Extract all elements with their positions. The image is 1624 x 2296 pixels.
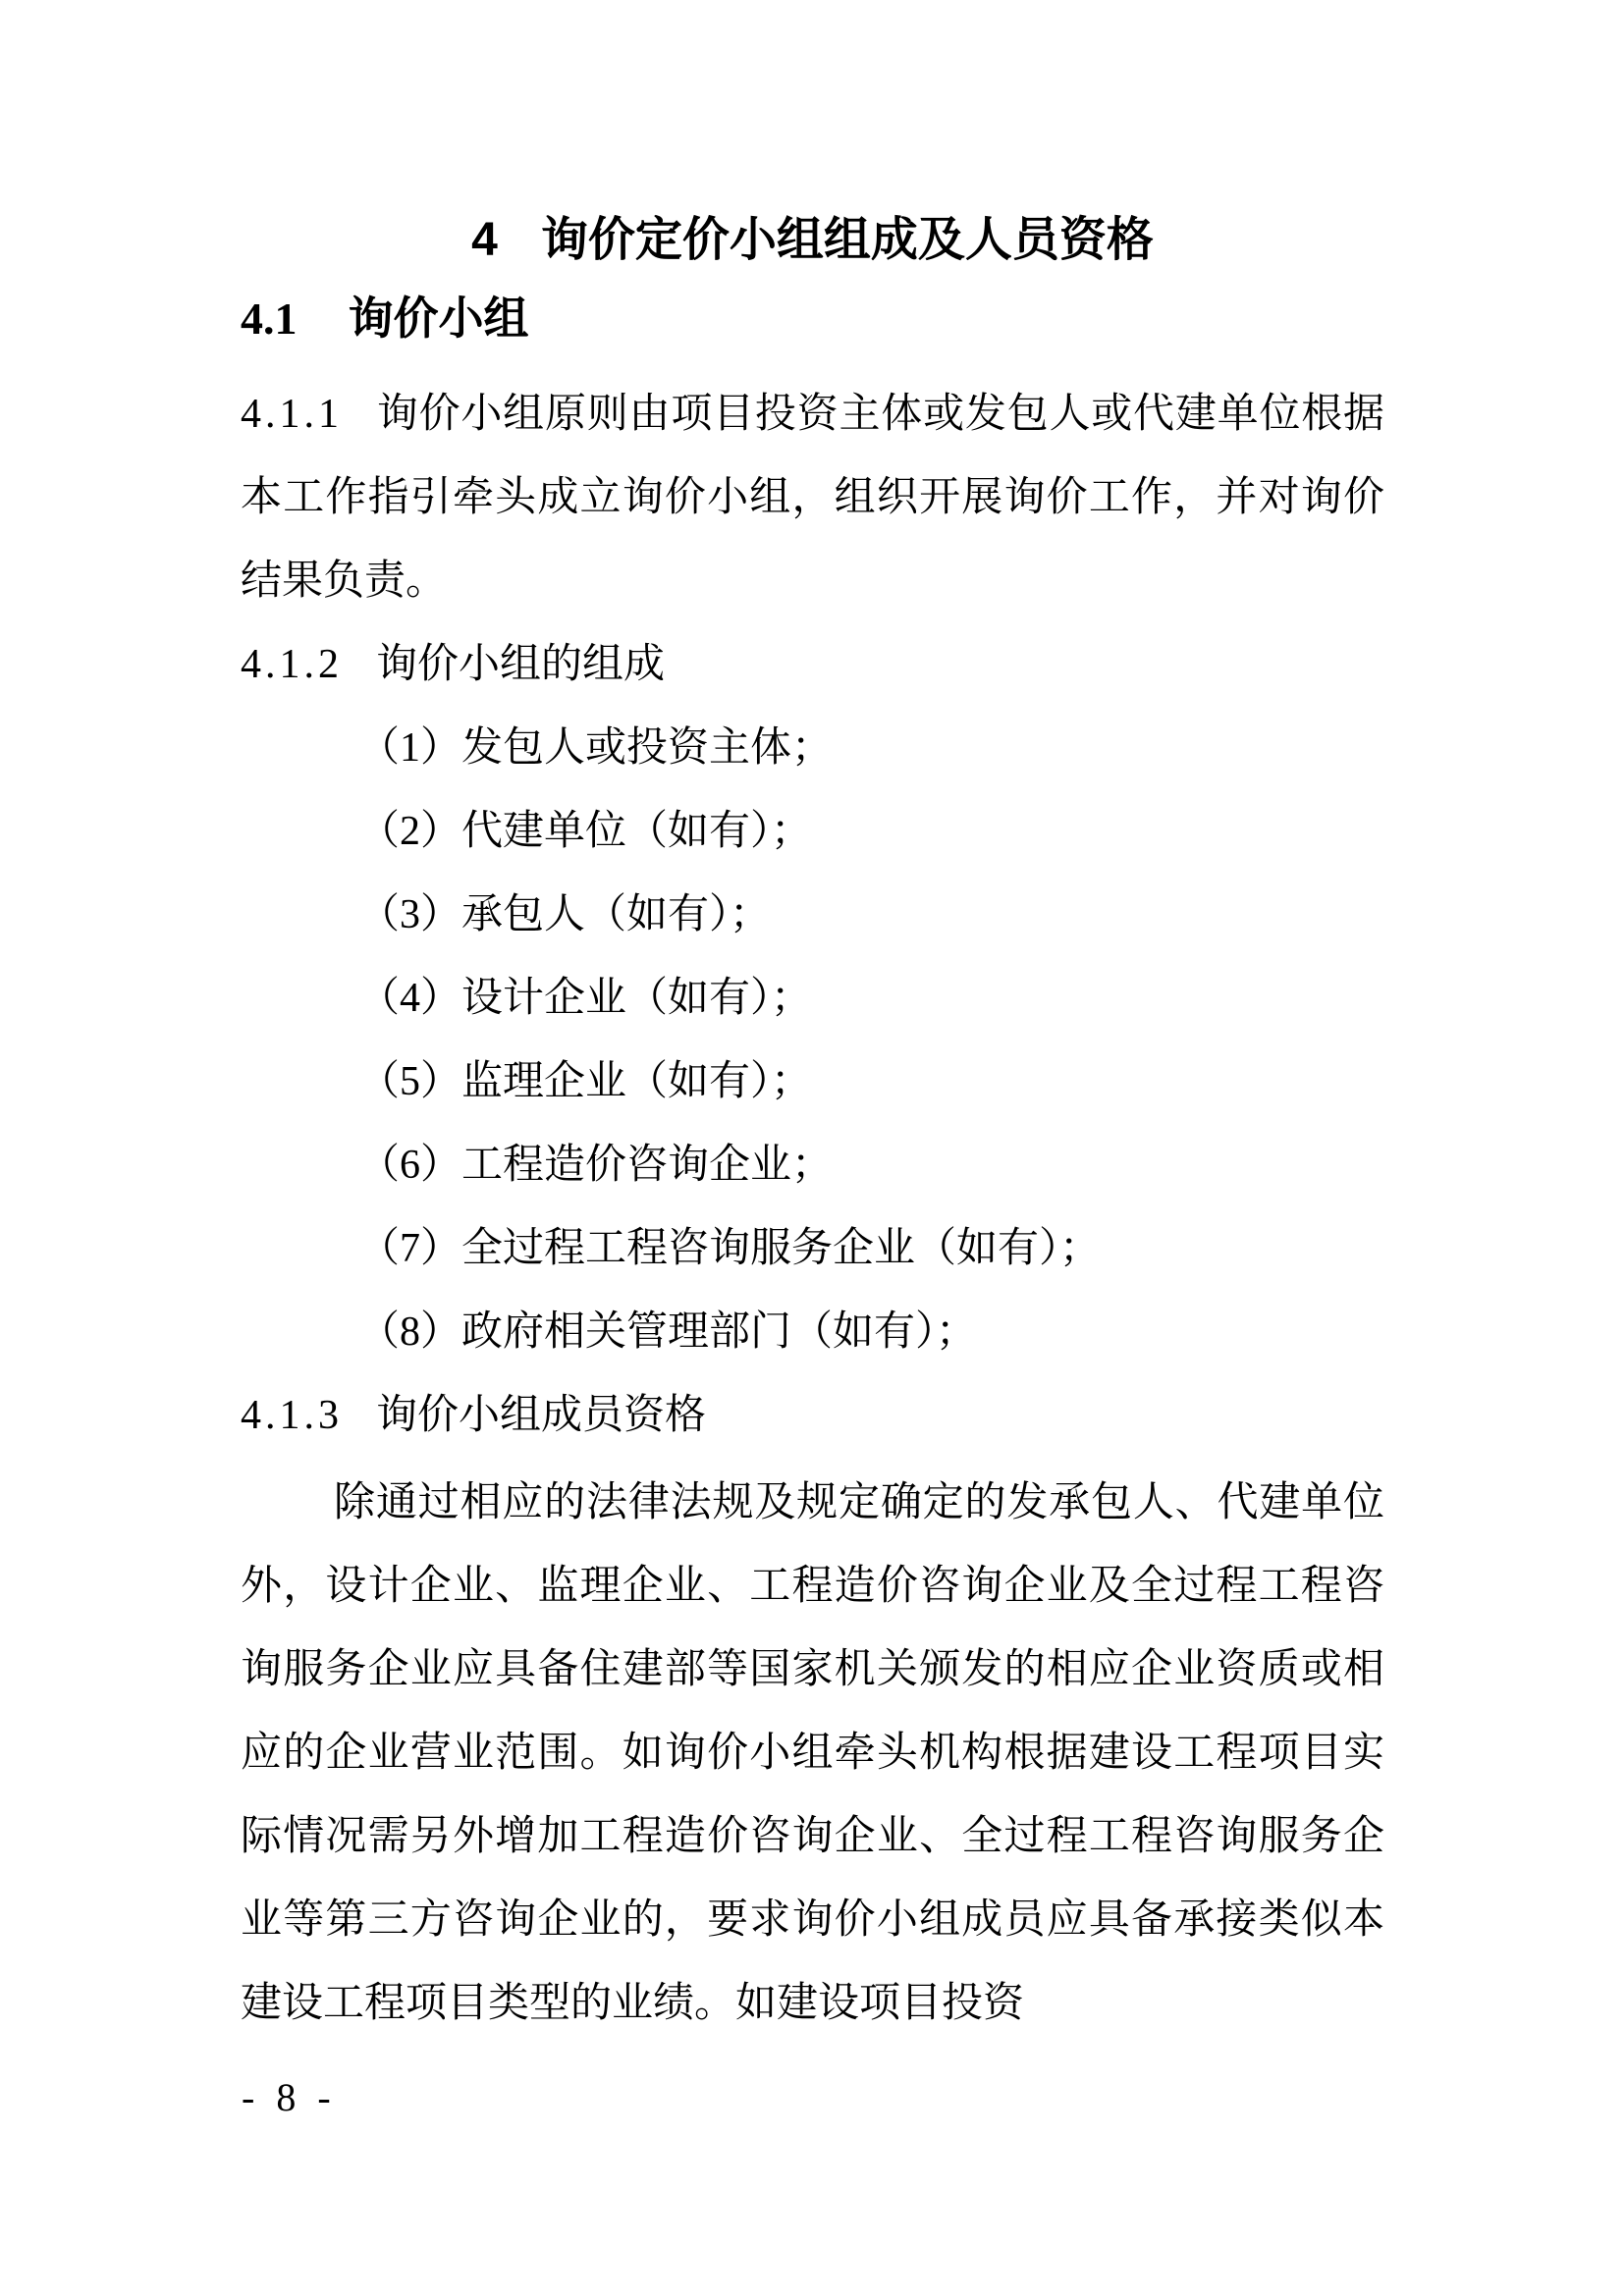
clause-4-1-3-heading: [241, 1374, 1384, 1458]
composition-list: [241, 707, 1384, 1374]
list-item: （4）设计企业（如有）；: [358, 976, 813, 1021]
clause-4-1-2-heading: [241, 623, 1384, 707]
clause-4-1-1-text: 询价小组原则由项目投资主体或发包人或代建单位根据本工作指引牵头成立询价小组，组织开展询价工作，并对询价结果负责。: [241, 392, 1384, 604]
clause-4-1-3-number: 4.1.3: [241, 1393, 343, 1438]
list-item: （7）全过程工程咨询服务企业（如有）；: [358, 1226, 1102, 1271]
list-item: （3）承包人（如有）；: [358, 892, 772, 937]
list-item: （2）代建单位（如有）；: [358, 809, 813, 854]
section-number: 4.1: [241, 294, 298, 344]
list-item: （1）发包人或投资主体；: [358, 725, 834, 771]
section-title-text: 询价小组: [348, 293, 529, 344]
list-item: （6）工程造价咨询企业；: [358, 1143, 834, 1188]
list-item: （5）监理企业（如有）；: [358, 1059, 813, 1104]
clause-4-1-2-title: 询价小组的组成: [376, 642, 666, 687]
clause-4-1-1-number: 4.1.1: [241, 392, 343, 437]
clause-4-1-3-title: 询价小组成员资格: [376, 1393, 707, 1438]
clause-4-1-1: [241, 373, 1384, 623]
chapter-title: [241, 196, 1384, 285]
chapter-title-text: 询价定价小组组成及人员资格: [540, 214, 1154, 266]
clause-4-1-3-paragraph: 除通过相应的法律法规及规定确定的发承包人、代建单位外，设计企业、监理企业、工程造价咨询企业及全过程工程咨询服务企业应具备住建部等国家机关颁发的相应企业资质或相应的企业营业范围。如询价小组牵头机构根据建设工程项目实际情况需另外增加工程造价咨询企业、全过程工程咨询服务企业等第三方咨询企业的，要求询价小组成员应具备承接类似本建设工程项目类型的业绩。如建设项目投资: [241, 1480, 1384, 2026]
section-heading: [241, 277, 1384, 360]
page-number: - 8 -: [242, 2075, 337, 2119]
chapter-number: 4: [471, 214, 498, 266]
list-item: （8）政府相关管理部门（如有）；: [358, 1309, 978, 1355]
clause-4-1-2-number: 4.1.2: [241, 642, 343, 687]
